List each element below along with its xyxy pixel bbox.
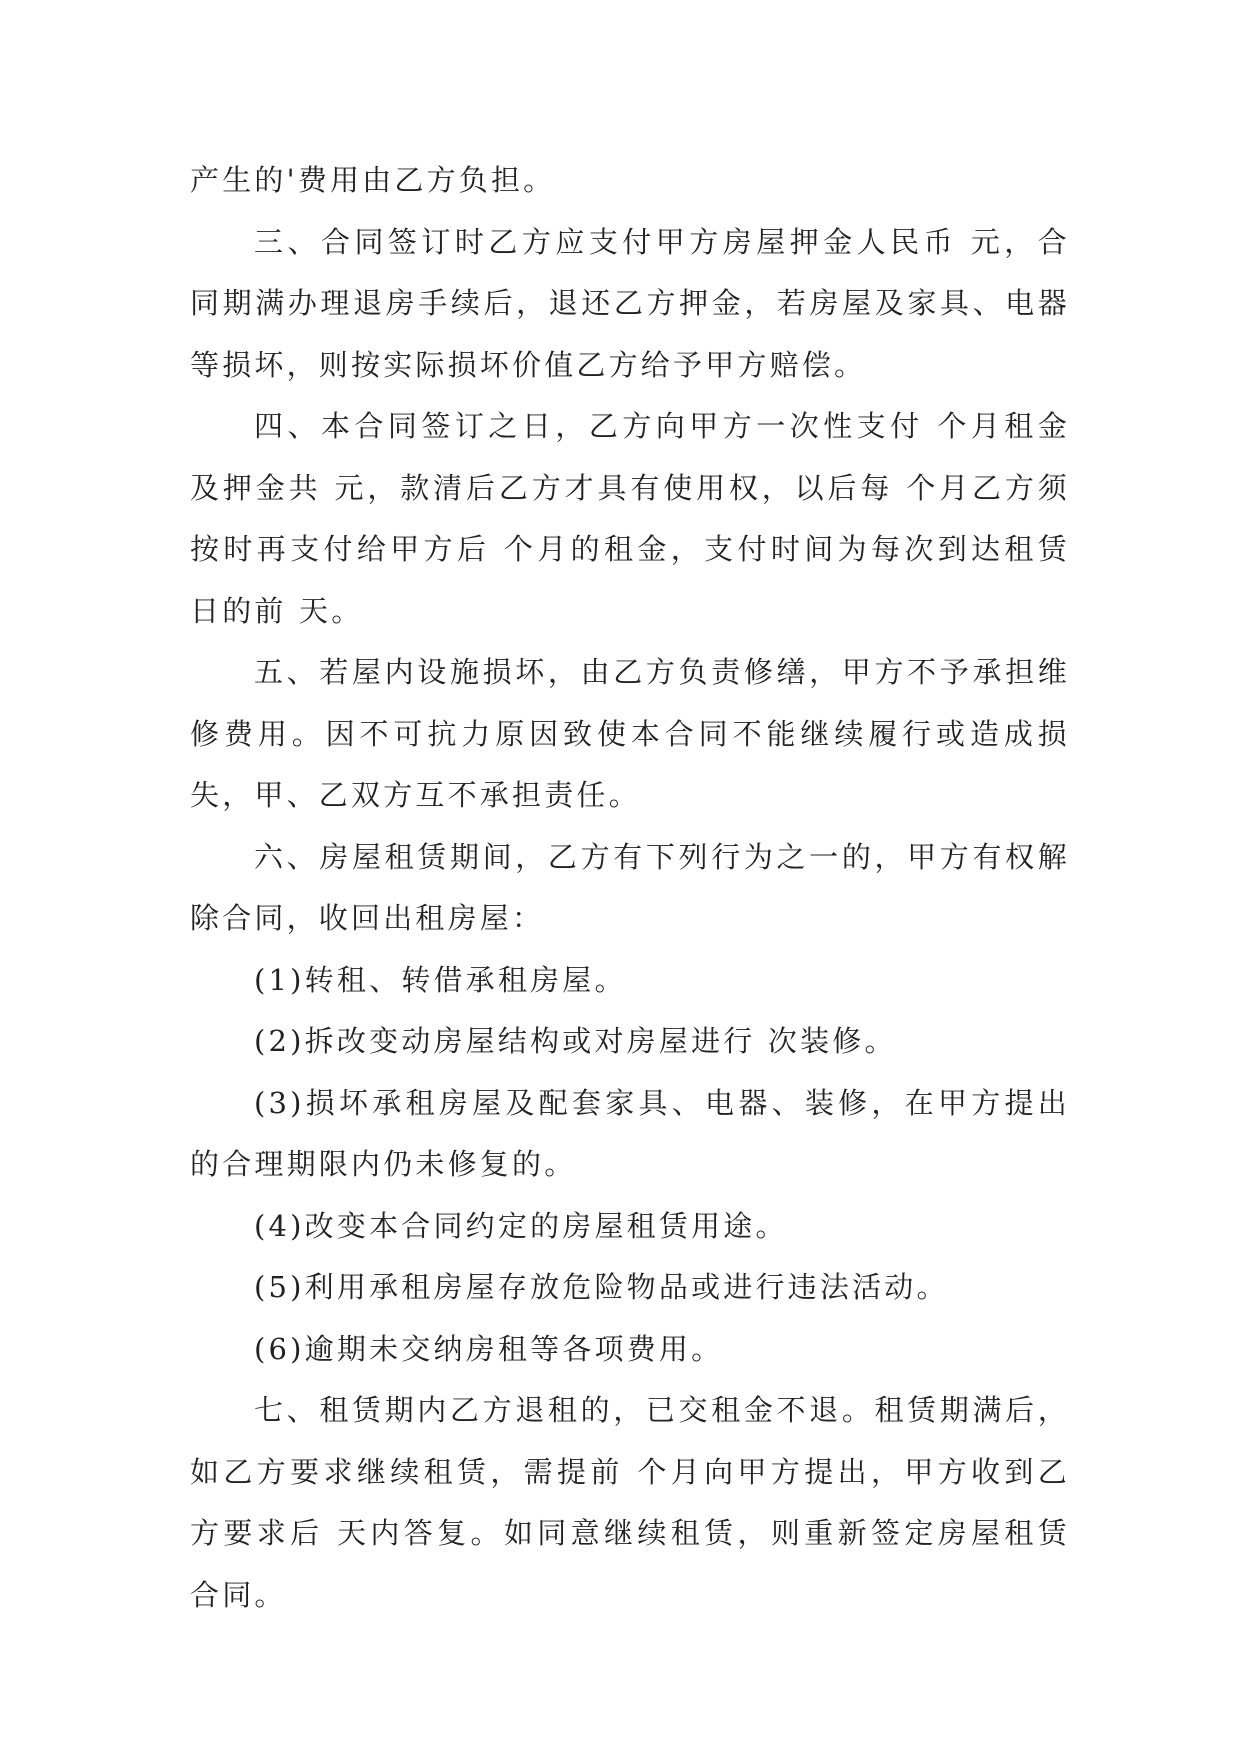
paragraph-fee-continuation: 产生的'费用由乙方负担。 — [190, 163, 556, 197]
list-item-hazard: (5)利用承租房屋存放危险物品或进行违法活动。 — [254, 1270, 949, 1304]
paragraph-clause-6-termination: 六、房屋租赁期间，乙方有下列行为之一的，甲方有权解除合同，收回出租房屋： — [190, 839, 1070, 935]
paragraph-clause-5-repairs: 五、若屋内设施损坏，由乙方负责修缮，甲方不予承担维修费用。因不可抗力原因致使本合同不能继续履行或造成损失，甲、乙双方互不承担责任。 — [190, 655, 1070, 812]
list-item-overdue: (6)逾期未交纳房租等各项费用。 — [254, 1331, 724, 1366]
list-item-alteration: (2)拆改变动房屋结构或对房屋进行 次装修。 — [254, 1024, 897, 1058]
list-item-usage-change: (4)改变本合同约定的房屋租赁用途。 — [254, 1208, 788, 1243]
paragraph-clause-4-payment: 四、本合同签订之日，乙方向甲方一次性支付 个月租金及押金共 元，款清后乙方才具有使用权，以后每 个月乙方须按时再支付给甲方后 个月的租金，支付时间为每次到达租赁日的前 天。 — [190, 409, 1070, 628]
list-item-damage: (3)损坏承租房屋及配套家具、电器、装修，在甲方提出的合理期限内仍未修复的。 — [190, 1085, 1070, 1181]
list-item-sublet: (1)转租、转借承租房屋。 — [254, 962, 627, 997]
paragraph-clause-7-renewal: 七、租赁期内乙方退租的，已交租金不退。租赁期满后，如乙方要求继续租赁，需提前 个月向甲方提出，甲方收到乙方要求后 天内答复。如同意继续租赁，则重新签定房屋租赁合同。 — [190, 1393, 1070, 1612]
document-body — [190, 150, 1070, 1626]
paragraph-clause-3-deposit: 三、合同签订时乙方应支付甲方房屋押金人民币 元，合同期满办理退房手续后，退还乙方押金，若房屋及家具、电器等损坏，则按实际损坏价值乙方给予甲方赔偿。 — [190, 224, 1070, 382]
